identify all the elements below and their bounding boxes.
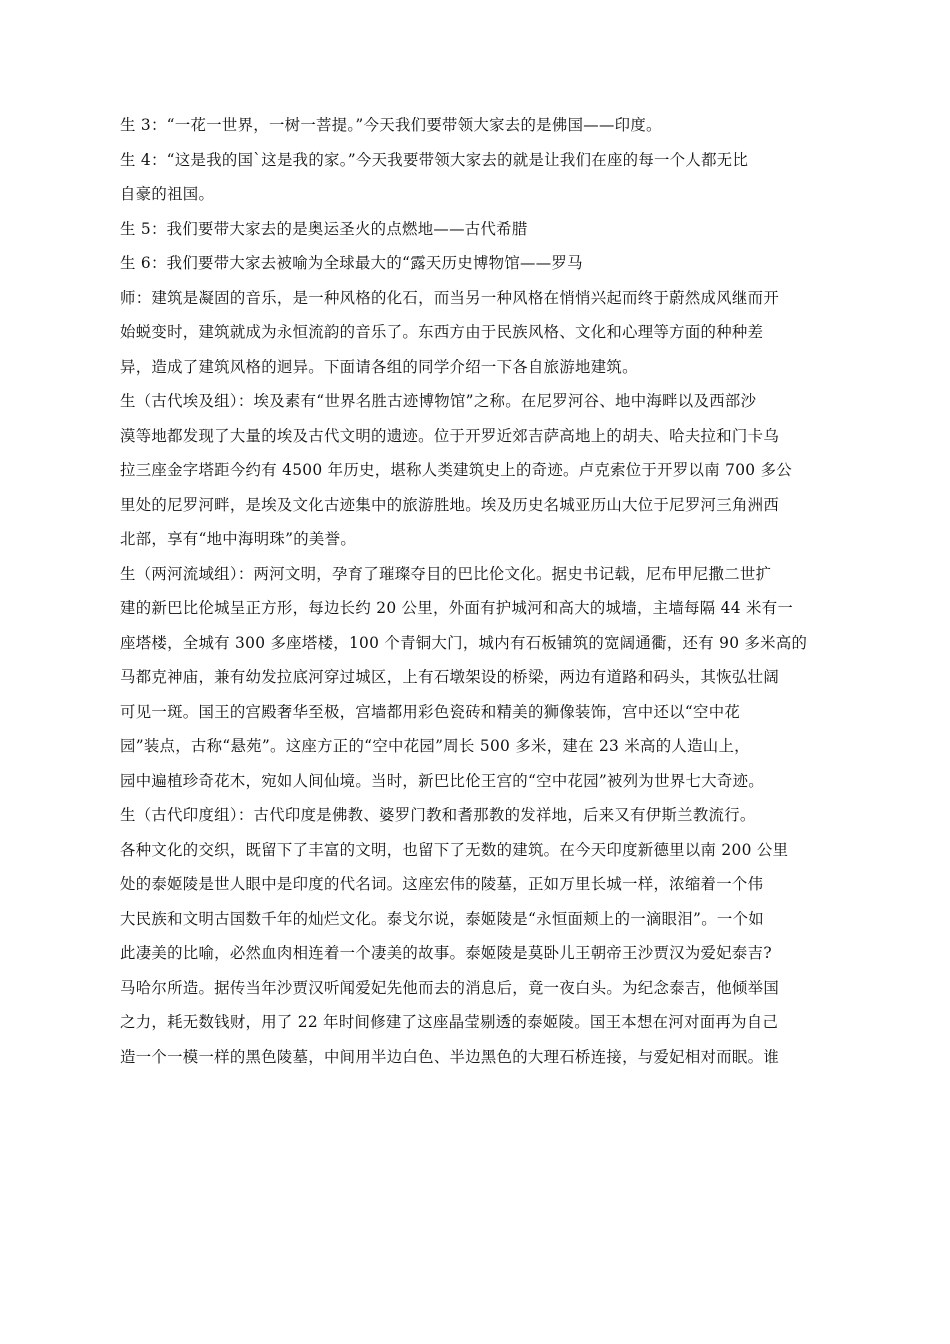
text-line: 生 3：“一花一世界，一树一菩提。”今天我们要带领大家去的是佛国——印度。 xyxy=(120,116,662,134)
text-line: 处的泰姬陵是世人眼中是印度的代名词。这座宏伟的陵墓，正如万里长城一样，浓缩着一个伟 xyxy=(120,875,764,893)
text-line: 大民族和文明古国数千年的灿烂文化。泰戈尔说，泰姬陵是“永恒面颊上的一滴眼泪”。一个如 xyxy=(120,909,764,928)
document-body xyxy=(120,108,832,1074)
text-line: 生 5：我们要带大家去的是奥运圣火的点燃地——古代希腊 xyxy=(120,219,528,238)
text-line: 生（两河流域组）：两河文明，孕育了璀璨夺目的巴比伦文化。据史书记载，尼布甲尼撒二世扩 xyxy=(120,564,772,583)
text-line: 生（古代埃及组）：埃及素有“世界名胜古迹博物馆”之称。在尼罗河谷、地中海畔以及西部沙 xyxy=(120,392,757,410)
text-line: 异，造成了建筑风格的迥异。下面请各组的同学介绍一下各自旅游地建筑。 xyxy=(120,357,638,376)
text-line: 可见一斑。国王的宫殿奢华至极，宫墙都用彩色瓷砖和精美的狮像装饰，宫中还以“空中花 xyxy=(120,702,741,721)
text-line: 马都克神庙，兼有幼发拉底河穿过城区，上有石墩架设的桥梁，两边有道路和码头，其恢弘壮阔 xyxy=(120,668,780,686)
text-line: 生 4：“这是我的国`这是我的家。”今天我要带领大家去的就是让我们在座的每一个人都无比 xyxy=(120,150,749,169)
text-line: 马哈尔所造。据传当年沙贾汉听闻爱妃先他而去的消息后，竟一夜白头。为纪念泰吉，他倾举国 xyxy=(120,978,780,997)
text-line: 始蜕变时，建筑就成为永恒流韵的音乐了。东西方由于民族风格、文化和心理等方面的种种差 xyxy=(120,323,764,341)
text-line: 生（古代印度组）：古代印度是佛教、婆罗门教和耆那教的发祥地，后来又有伊斯兰教流行。 xyxy=(120,806,756,824)
text-line: 之力，耗无数钱财，用了 22 年时间修建了这座晶莹剔透的泰姬陵。国王本想在河对面再为自己 xyxy=(120,1013,779,1031)
text-line: 北部，享有“地中海明珠”的美誉。 xyxy=(120,530,357,548)
text-line: 自豪的祖国。 xyxy=(120,185,215,203)
text-line: 园中遍植珍奇花木，宛如人间仙境。当时，新巴比伦王宫的“空中花园”被列为世界七大奇迹。 xyxy=(120,771,764,790)
text-line: 师：建筑是凝固的音乐，是一种风格的化石，而当另一种风格在悄悄兴起而终于蔚然成风继而开 xyxy=(120,288,780,307)
text-line: 里处的尼罗河畔，是埃及文化古迹集中的旅游胜地。埃及历史名城亚历山大位于尼罗河三角洲西 xyxy=(120,495,780,514)
text-line: 座塔楼，全城有 300 多座塔楼，100 个青铜大门，城内有石板铺筑的宽阔通衢，还有 90 多米高的 xyxy=(120,633,808,652)
text-line: 生 6：我们要带大家去被喻为全球最大的“露天历史博物馆——罗马 xyxy=(120,254,583,272)
text-line: 各种文化的交织，既留下了丰富的文明，也留下了无数的建筑。在今天印度新德里以南 200 公里 xyxy=(120,840,789,859)
text-line: 建的新巴比伦城呈正方形，每边长约 20 公里，外面有护城河和高大的城墙，主墙每隔 44 米有一 xyxy=(120,599,794,617)
text-line: 漠等地都发现了大量的埃及古代文明的遗迹。位于开罗近郊吉萨高地上的胡夫、哈夫拉和门卡乌 xyxy=(120,426,780,445)
text-line: 拉三座金字塔距今约有 4500 年历史，堪称人类建筑史上的奇迹。卢克索位于开罗以南 700 多公 xyxy=(120,461,792,479)
text-line: 此凄美的比喻，必然血肉相连着一个凄美的故事。泰姬陵是莫卧儿王朝帝王沙贾汉为爱妃泰吉? xyxy=(120,944,772,962)
text-line: 园”装点，古称“悬苑”。这座方正的“空中花园”周长 500 多米，建在 23 米高的人造山上， xyxy=(120,737,750,755)
text-line: 造一个一模一样的黑色陵墓，中间用半边白色、半边黑色的大理石桥连接，与爱妃相对而眠。谁 xyxy=(120,1047,780,1066)
